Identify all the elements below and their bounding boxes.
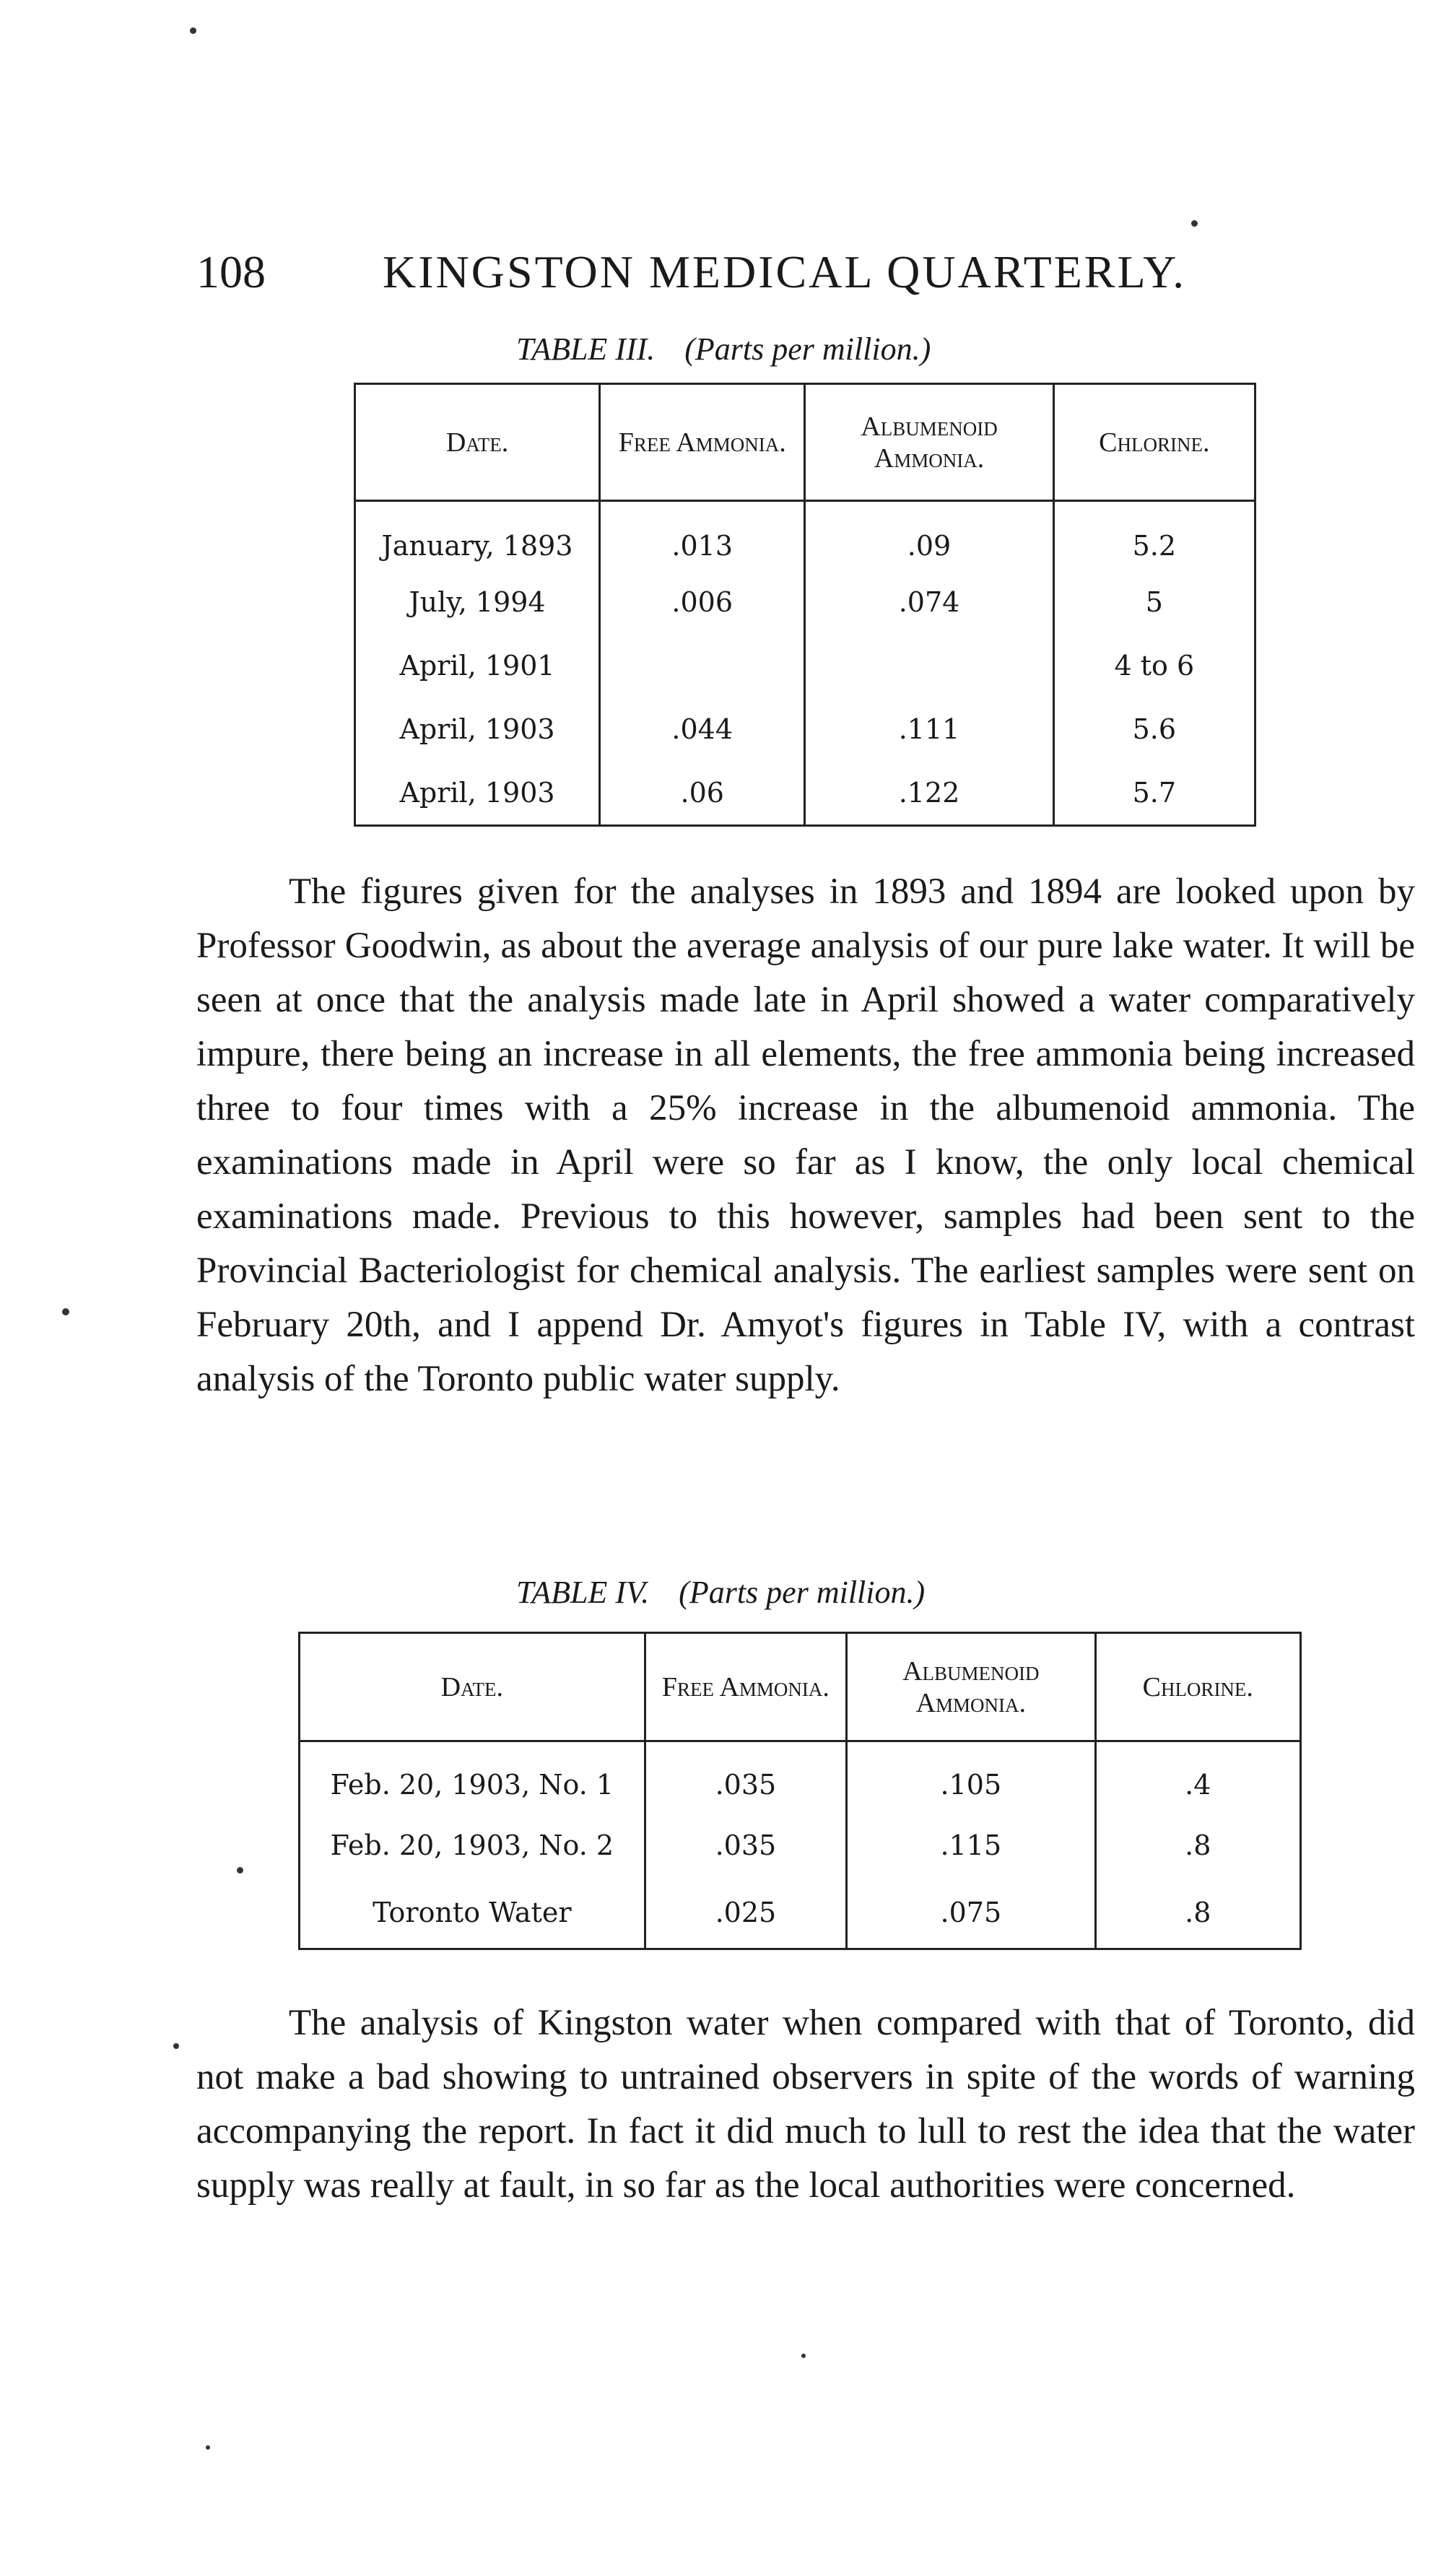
table4-cell-albumenoid-ammonia: .075 bbox=[847, 1877, 1095, 1949]
table3-header-free-ammonia: Free Ammonia. bbox=[600, 384, 805, 501]
table3-cell-date: April, 1903 bbox=[355, 761, 600, 826]
table3-cell-date: July, 1994 bbox=[355, 570, 600, 634]
table4-header-chlorine: Chlorine. bbox=[1095, 1633, 1300, 1741]
table-row bbox=[355, 697, 1255, 761]
table3-cell-albumenoid-ammonia bbox=[805, 634, 1053, 697]
table3-caption bbox=[516, 331, 931, 367]
table4-cell-albumenoid-ammonia: .105 bbox=[847, 1741, 1095, 1814]
table4-header-albumenoid-ammonia: Albumenoid Ammonia. bbox=[847, 1633, 1095, 1741]
table-row bbox=[300, 1814, 1301, 1877]
scan-speck bbox=[1191, 220, 1198, 227]
table4 bbox=[298, 1632, 1302, 1950]
table4-cell-albumenoid-ammonia: .115 bbox=[847, 1814, 1095, 1877]
table3-cell-free-ammonia: .044 bbox=[600, 697, 805, 761]
table-row bbox=[300, 1741, 1301, 1814]
table4-header-date: Date. bbox=[300, 1633, 645, 1741]
table4-cell-free-ammonia: .035 bbox=[645, 1741, 846, 1814]
table3-cell-albumenoid-ammonia: .074 bbox=[805, 570, 1053, 634]
table3-cell-albumenoid-ammonia: .09 bbox=[805, 501, 1053, 570]
table3-cell-chlorine: 5.7 bbox=[1053, 761, 1255, 826]
scan-speck bbox=[206, 2445, 210, 2450]
table3-caption-note: (Parts per million.) bbox=[684, 331, 931, 367]
table3-header-date: Date. bbox=[355, 384, 600, 501]
table3-cell-albumenoid-ammonia: .122 bbox=[805, 761, 1053, 826]
table3-cell-free-ammonia bbox=[600, 634, 805, 697]
table-row bbox=[300, 1877, 1301, 1949]
table3-cell-free-ammonia: .006 bbox=[600, 570, 805, 634]
table4-caption-note: (Parts per million.) bbox=[679, 1575, 926, 1610]
table3-header-albumenoid-ammonia: Albumenoid Ammonia. bbox=[805, 384, 1053, 501]
table-row bbox=[355, 570, 1255, 634]
table-row bbox=[355, 634, 1255, 697]
journal-title: KINGSTON MEDICAL QUARTERLY. bbox=[383, 246, 1187, 297]
table3-header-chlorine: Chlorine. bbox=[1053, 384, 1255, 501]
table4-cell-date: Feb. 20, 1903, No. 1 bbox=[300, 1741, 645, 1814]
table3 bbox=[354, 383, 1256, 827]
table4-cell-free-ammonia: .035 bbox=[645, 1814, 846, 1877]
table3-cell-free-ammonia: .013 bbox=[600, 501, 805, 570]
table4-cell-chlorine: .8 bbox=[1095, 1877, 1300, 1949]
table3-cell-date: April, 1901 bbox=[355, 634, 600, 697]
table3-cell-date: April, 1903 bbox=[355, 697, 600, 761]
table3-cell-date: January, 1893 bbox=[355, 501, 600, 570]
table3-cell-chlorine: 5.6 bbox=[1053, 697, 1255, 761]
page-header bbox=[0, 232, 1454, 312]
table3-cell-chlorine: 5.2 bbox=[1053, 501, 1255, 570]
table-row bbox=[355, 501, 1255, 570]
table3-cell-albumenoid-ammonia: .111 bbox=[805, 697, 1053, 761]
table4-header-free-ammonia: Free Ammonia. bbox=[645, 1633, 846, 1741]
table-row bbox=[355, 761, 1255, 826]
table3-caption-title: TABLE III. bbox=[516, 331, 656, 367]
table4-cell-chlorine: .4 bbox=[1095, 1741, 1300, 1814]
scan-speck bbox=[801, 2354, 806, 2358]
scan-speck bbox=[173, 2043, 179, 2049]
body-paragraph-2: The analysis of Kingston water when compared with that of Toronto, did not make a bad showing to untrained observers in spite of the words of warning accompanying the report. In fact it did much to lull to rest the idea that the water supply was really at fault, in so far as the local authorities were concerned. bbox=[196, 2003, 1415, 2206]
table3-cell-chlorine: 4 to 6 bbox=[1053, 634, 1255, 697]
table4-cell-date: Feb. 20, 1903, No. 2 bbox=[300, 1814, 645, 1877]
scan-speck bbox=[62, 1308, 69, 1315]
table4-header-row bbox=[300, 1633, 1301, 1741]
scan-speck bbox=[190, 27, 196, 34]
table3-cell-chlorine: 5 bbox=[1053, 570, 1255, 634]
table3-header-row bbox=[355, 384, 1255, 501]
table3-cell-free-ammonia: .06 bbox=[600, 761, 805, 826]
body-paragraph-1: The figures given for the analyses in 1893 and 1894 are looked upon by Professor Goodwin, as about the average analysis of our pure lake water. It will be seen at once that the analysis made late in April showed a water comparatively impure, there being an increase in all elements, the free ammonia being increased three to four times with a 25% increase in the albumenoid ammonia. The examinations made in April were so far as I know, the only local chemical examinations made. Previous to this however, samples had been sent to the Provincial Bacteriologist for chemical analysis. The earliest samples were sent on February 20th, and I append Dr. Amyot's figures in Table IV, with a contrast analysis of the Toronto public water supply. bbox=[196, 871, 1415, 1399]
table4-cell-free-ammonia: .025 bbox=[645, 1877, 846, 1949]
table4-caption bbox=[516, 1574, 925, 1611]
table4-cell-date: Toronto Water bbox=[300, 1877, 645, 1949]
page-number: 108 bbox=[196, 246, 266, 297]
scan-speck bbox=[237, 1867, 243, 1874]
table4-caption-title: TABLE IV. bbox=[516, 1575, 650, 1610]
table4-cell-chlorine: .8 bbox=[1095, 1814, 1300, 1877]
